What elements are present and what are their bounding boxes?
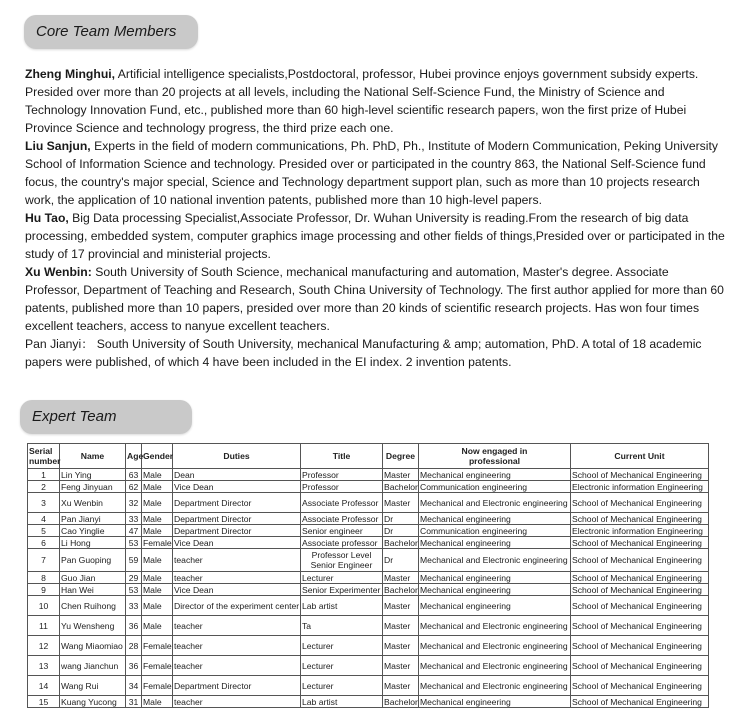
table-header-row (28, 444, 709, 469)
bio-paragraph (25, 65, 725, 137)
row-degree: Bachelor (384, 481, 418, 492)
row-degree: Dr (383, 525, 419, 537)
row-unit: School of Mechanical Engineering (571, 537, 709, 549)
table-row (28, 537, 709, 549)
row-age: 62 (126, 481, 142, 493)
row-title: Associate Professor (301, 513, 383, 525)
row-field: Mechanical and Electronic engineering (419, 636, 571, 656)
row-degree: Master (383, 493, 419, 513)
row-age: 36 (126, 656, 142, 676)
table-row (28, 549, 709, 572)
row-title: Associate professor (301, 537, 383, 549)
col-header-duties: Duties (173, 444, 301, 469)
row-gender: Male (142, 572, 173, 584)
row-title: Lecturer (301, 572, 383, 584)
bio-paragraph (25, 335, 725, 371)
row-duties: teacher (173, 549, 301, 572)
col-header-engaged: Now engaged in professional (419, 444, 571, 469)
row-duties: Director of the experiment center (173, 596, 301, 616)
row-field: Communication engineering (419, 481, 571, 493)
table-row (28, 636, 709, 656)
bio-name: Liu Sanjun, (25, 139, 91, 153)
table-row (28, 616, 709, 636)
row-field: Mechanical engineering (419, 572, 571, 584)
table-row (28, 469, 709, 481)
table-row (28, 676, 709, 696)
row-degree: Dr (383, 549, 419, 572)
row-serial: 12 (28, 636, 60, 656)
col-header-degree: Degree (383, 444, 419, 469)
row-name: Guo Jian (60, 572, 126, 584)
row-serial: 9 (28, 584, 60, 596)
row-serial: 4 (28, 513, 60, 525)
row-gender: Female (142, 656, 173, 676)
row-name: Lin Ying (60, 469, 126, 481)
row-unit: School of Mechanical Engineering (571, 656, 709, 676)
row-unit: School of Mechanical Engineering (571, 572, 709, 584)
core-team-bios (25, 65, 725, 371)
bio-name: Hu Tao, (25, 211, 69, 225)
row-duties: Vice Dean (173, 584, 301, 596)
row-unit: School of Mechanical Engineering (571, 584, 709, 596)
row-age: 53 (126, 537, 142, 549)
row-serial: 15 (28, 696, 60, 708)
row-serial: 10 (28, 596, 60, 616)
row-field: Mechanical engineering (419, 596, 571, 616)
row-gender: Male (142, 616, 173, 636)
row-name: Wang Rui (60, 676, 126, 696)
row-unit: School of Mechanical Engineering (571, 513, 709, 525)
row-age: 36 (126, 616, 142, 636)
table-row (28, 696, 709, 708)
row-unit: School of Mechanical Engineering (571, 493, 709, 513)
row-field: Mechanical and Electronic engineering (419, 676, 571, 696)
row-field: Mechanical engineering (419, 696, 571, 708)
row-duties: Vice Dean (173, 481, 301, 493)
bio-text: Experts in the field of modern communications, Ph. PhD, Ph., Institute of Modern Communication, Peking University School of Information Science and technology. Presided over or participated in the country 863, the National Self-Science fund focus, the country's major special, Science and Technology department support plan, such as more than 10 projects research work, the application of 10 national invention patents, published more than 10 high-level papers. (25, 139, 718, 207)
table-row (28, 513, 709, 525)
table-row (28, 493, 709, 513)
row-degree: Master (383, 676, 419, 696)
bio-text: Pan Jianyi： South University of South University, mechanical Manufacturing & amp; automation, PhD. A total of 18 academic papers were published, of which 4 have been included in the EI index. 2 invention patents. (25, 337, 702, 369)
row-duties: Department Director (173, 493, 301, 513)
row-serial: 5 (28, 525, 60, 537)
row-name: wang Jianchun (60, 656, 126, 676)
row-gender: Female (142, 676, 173, 696)
row-name: Feng Jinyuan (60, 481, 126, 493)
row-title: Lab artist (301, 696, 383, 708)
row-duties: Vice Dean (173, 537, 301, 549)
row-title: Associate Professor (301, 493, 383, 513)
row-duties: Department Director (173, 676, 301, 696)
col-header-title: Title (301, 444, 383, 469)
table-row (28, 572, 709, 584)
row-serial: 8 (28, 572, 60, 584)
row-age: 28 (126, 636, 142, 656)
bio-name: Xu Wenbin: (25, 265, 92, 279)
table-row (28, 656, 709, 676)
row-unit: Electronic information Engineering (571, 481, 709, 493)
row-duties: teacher (173, 696, 301, 708)
row-unit: Electronic information Engineering (571, 525, 709, 537)
row-name: Cao Yinglie (60, 525, 126, 537)
col-header-age: Age (126, 444, 142, 469)
col-header-name: Name (60, 444, 126, 469)
row-serial: 11 (28, 616, 60, 636)
row-unit: School of Mechanical Engineering (571, 549, 709, 572)
row-age: 59 (126, 549, 142, 572)
row-unit: School of Mechanical Engineering (571, 596, 709, 616)
table-row (28, 525, 709, 537)
row-name: Wang Miaomiao (60, 636, 126, 656)
row-unit: School of Mechanical Engineering (571, 469, 709, 481)
row-name: Pan Guoping (60, 549, 126, 572)
row-serial: 2 (28, 481, 60, 493)
row-unit: School of Mechanical Engineering (571, 696, 709, 708)
row-age: 63 (126, 469, 142, 481)
bio-name: Zheng Minghui, (25, 67, 116, 81)
row-age: 47 (126, 525, 142, 537)
row-title: Lecturer (301, 676, 383, 696)
bio-text: Artificial intelligence specialists,Postdoctoral, professor, Hubei province enjoys government subsidy experts. Presided over more than 20 projects at all levels, including the National Self-Science Fund, the Ministry of Science and Technology Innovation Fund, etc., published more than 60 high-level scientific research papers, won the first prize of Hubei Province Science and technology progress, the third prize each one. (25, 67, 699, 135)
row-title: Ta (301, 616, 383, 636)
row-age: 33 (126, 513, 142, 525)
row-name: Pan Jianyi (60, 513, 126, 525)
row-gender: Male (142, 525, 173, 537)
row-gender: Male (142, 696, 173, 708)
table-row (28, 481, 709, 493)
row-duties: teacher (173, 616, 301, 636)
row-duties: Dean (173, 469, 301, 481)
row-duties: Department Director (173, 525, 301, 537)
row-degree: Master (383, 596, 419, 616)
row-age: 33 (126, 596, 142, 616)
row-name: Han Wei (60, 584, 126, 596)
row-gender: Female (143, 537, 172, 548)
row-field: Mechanical engineering (419, 513, 571, 525)
row-title: Lab artist (301, 596, 383, 616)
row-field: Mechanical engineering (419, 584, 571, 596)
bio-paragraph (25, 137, 725, 209)
core-team-heading: Core Team Members (24, 15, 198, 49)
col-header-unit: Current Unit (571, 444, 709, 469)
row-age: 32 (126, 493, 142, 513)
row-name: Kuang Yucong (60, 696, 126, 708)
row-duties: teacher (173, 656, 301, 676)
row-age: 34 (126, 676, 142, 696)
col-header-gender: Gender (142, 444, 173, 469)
row-gender: Male (142, 469, 173, 481)
table-row (28, 596, 709, 616)
row-gender: Male (142, 481, 173, 493)
row-title: Senior Experimenter (301, 584, 383, 596)
row-degree: Bachelor (384, 584, 418, 595)
row-serial: 6 (28, 537, 60, 549)
row-serial: 3 (28, 493, 60, 513)
row-unit: School of Mechanical Engineering (571, 636, 709, 656)
row-field: Mechanical and Electronic engineering (419, 616, 571, 636)
bio-text: South University of South Science, mechanical manufacturing and automation, Master's degree. Associate Professor, Department of Teaching and Research, South China University of Technology. The first author applied for more than 60 patents, published more than 10 papers, presided over more than 20 kinds of scientific research projects. Has won four times excellent teachers, access to nanyue excellent teachers. (25, 265, 724, 333)
row-unit: School of Mechanical Engineering (571, 676, 709, 696)
bio-paragraph (25, 263, 725, 335)
row-field: Mechanical engineering (419, 469, 571, 481)
row-title: Lecturer (301, 636, 383, 656)
row-degree: Master (383, 572, 419, 584)
col-header-serial: Serial number (28, 444, 60, 469)
row-title: Professor Level Senior Engineer (301, 549, 383, 572)
row-serial: 1 (28, 469, 60, 481)
row-age: 29 (126, 572, 142, 584)
row-degree: Dr (383, 513, 419, 525)
row-age: 53 (126, 584, 142, 596)
row-field: Mechanical and Electronic engineering (419, 549, 571, 572)
row-title: Professor (301, 469, 383, 481)
row-age: 31 (126, 696, 142, 708)
row-degree: Master (383, 616, 419, 636)
row-degree: Bachelor (384, 696, 418, 707)
row-duties: Department Director (173, 513, 301, 525)
row-gender: Male (142, 596, 173, 616)
row-gender: Male (142, 493, 173, 513)
bio-paragraph (25, 209, 725, 263)
row-name: Yu Wensheng (60, 616, 126, 636)
row-degree: Bachelor (384, 537, 418, 548)
row-name: Li Hong (60, 537, 126, 549)
row-serial: 7 (28, 549, 60, 572)
row-gender: Male (142, 513, 173, 525)
row-name: Chen Ruihong (60, 596, 126, 616)
row-title: Professor (301, 481, 383, 493)
expert-table (27, 443, 709, 708)
row-serial: 14 (28, 676, 60, 696)
row-field: Mechanical engineering (419, 537, 571, 549)
row-gender: Female (142, 636, 173, 656)
row-degree: Master (383, 636, 419, 656)
table-row (28, 584, 709, 596)
row-degree: Master (383, 469, 419, 481)
row-field: Mechanical and Electronic engineering (419, 493, 571, 513)
row-gender: Male (142, 584, 173, 596)
row-field: Communication engineering (419, 525, 571, 537)
row-field: Mechanical and Electronic engineering (419, 656, 571, 676)
row-duties: teacher (173, 636, 301, 656)
row-degree: Master (383, 656, 419, 676)
row-gender: Male (142, 549, 173, 572)
row-title: Senior engineer (301, 525, 383, 537)
row-name: Xu Wenbin (60, 493, 126, 513)
row-serial: 13 (28, 656, 60, 676)
row-unit: School of Mechanical Engineering (571, 616, 709, 636)
row-duties: teacher (173, 572, 301, 584)
bio-text: Big Data processing Specialist,Associate Professor, Dr. Wuhan University is reading.From the research of big data processing, embedded system, computer graphics image processing and other fields of things,Presided over or participated in the study of 17 provincial and ministerial projects. (25, 211, 725, 261)
row-title: Lecturer (301, 656, 383, 676)
expert-team-heading: Expert Team (20, 400, 192, 434)
